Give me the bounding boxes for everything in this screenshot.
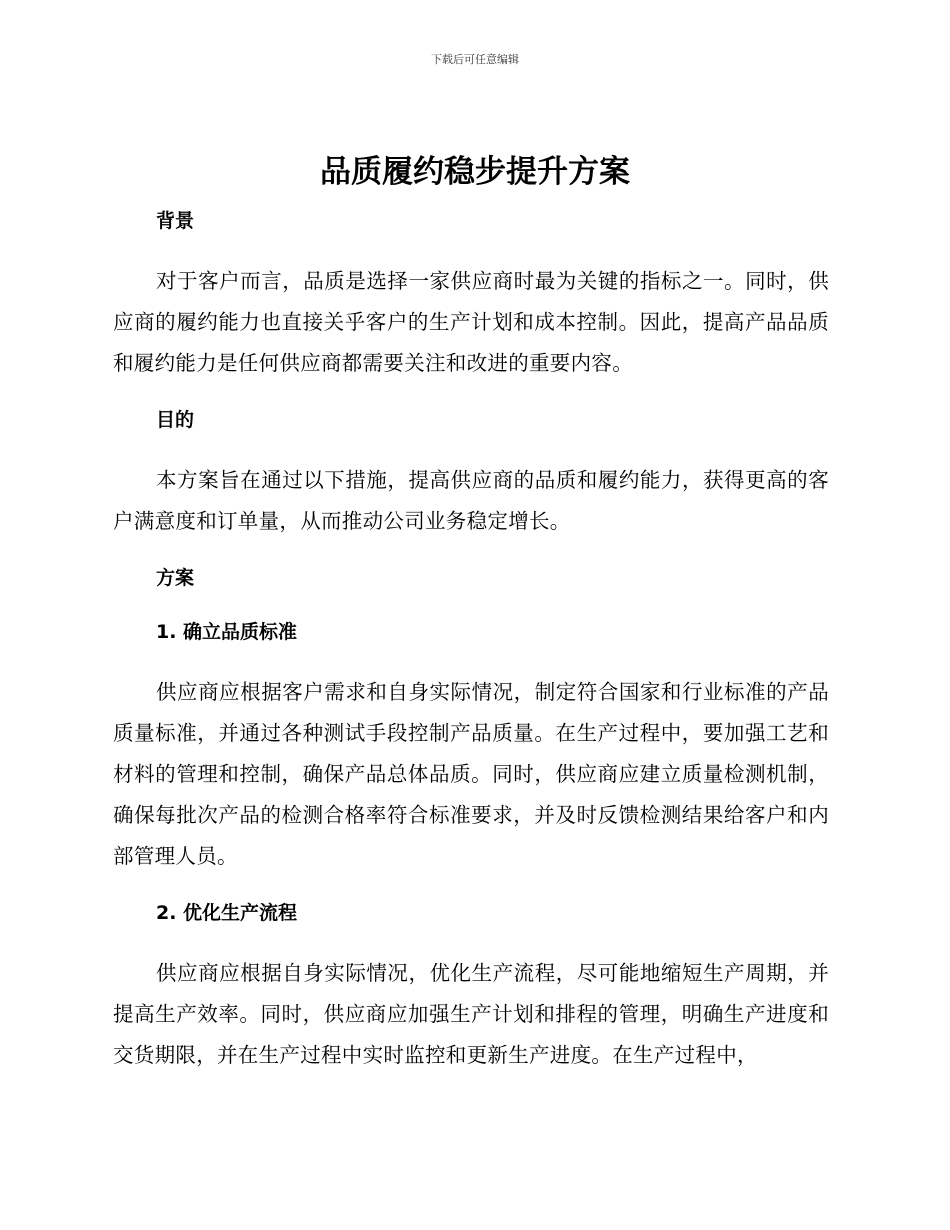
section-heading-background: 背景 — [156, 210, 195, 232]
section-heading-plan: 方案 — [156, 567, 195, 589]
section-paragraph-background: 对于客户而言，品质是选择一家供应商时最为关键的指标之一。同时，供应商的履约能力也直接关乎客户的生产计划和成本控制。因此，提高产品品质和履约能力是任何供应商都需要关注和改进的重要内容。 — [113, 269, 829, 375]
subsection-heading-quality-standard: 1. 确立品质标准 — [156, 621, 298, 643]
subsection-paragraph-production-process: 供应商应根据自身实际情况，优化生产流程，尽可能地缩短生产周期，并提高生产效率。同时，供应商应加强生产计划和排程的管理，明确生产进度和交货期限，并在生产过程中实时监控和更新生产进度。在生产过程中， — [113, 961, 829, 1067]
subsection-heading-production-process: 2. 优化生产流程 — [156, 902, 298, 924]
section-paragraph-purpose: 本方案旨在通过以下措施，提高供应商的品质和履约能力，获得更高的客户满意度和订单量，从而推动公司业务稳定增长。 — [113, 468, 829, 533]
subsection-paragraph-quality-standard: 供应商应根据客户需求和自身实际情况，制定符合国家和行业标准的产品质量标准，并通过各种测试手段控制产品质量。在生产过程中，要加强工艺和材料的管理和控制，确保产品总体品质。同时，供应商应建立质量检测机制，确保每批次产品的检测合格率符合标准要求，并及时反馈检测结果给客户和内部管理人员。 — [113, 680, 829, 868]
document-title: 品质履约稳步提升方案 — [320, 154, 630, 190]
header-note: 下载后可任意编辑 — [431, 53, 519, 66]
section-heading-purpose: 目的 — [156, 409, 195, 431]
document-body — [113, 204, 829, 1076]
